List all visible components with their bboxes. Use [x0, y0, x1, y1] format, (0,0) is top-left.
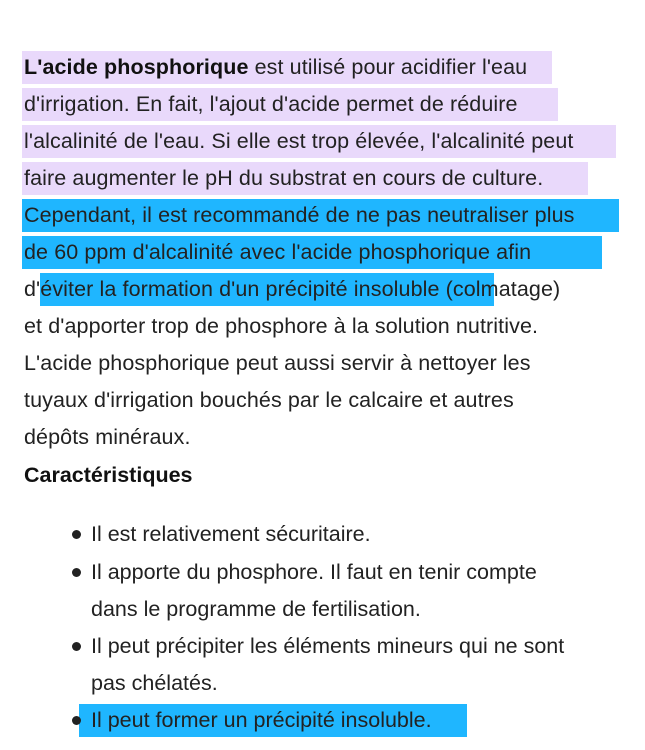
- paragraph-line-7: d'éviter la formation d'un précipité insoluble (colmatage): [24, 277, 561, 301]
- list-item-3-line-1: Il peut précipiter les éléments mineurs qui ne sont: [91, 634, 565, 658]
- paragraph-line-5: Cependant, il est recommandé de ne pas neutraliser plus: [24, 203, 575, 227]
- paragraph-line-6: de 60 ppm d'alcalinité avec l'acide phosphorique afin: [24, 240, 532, 264]
- paragraph-line-4: faire augmenter le pH du substrat en cours de culture.: [24, 166, 544, 190]
- paragraph-line-9: L'acide phosphorique peut aussi servir à nettoyer les: [24, 351, 531, 375]
- bullet-dot-1: [72, 530, 81, 539]
- paragraph-line-11: dépôts minéraux.: [24, 425, 191, 449]
- list-item-1-line-1: Il est relativement sécuritaire.: [91, 522, 371, 546]
- list-item-4-line-1: Il peut former un précipité insoluble.: [91, 708, 432, 732]
- bullet-dot-4: [72, 716, 81, 725]
- paragraph-line-1: [24, 52, 527, 82]
- bold-term: L'acide phosphorique: [24, 55, 249, 79]
- section-heading: Caractéristiques: [24, 463, 193, 487]
- paragraph-line-8: et d'apporter trop de phosphore à la solution nutritive.: [24, 314, 539, 338]
- list-item-3-line-2: pas chélatés.: [91, 671, 218, 695]
- bullet-dot-2: [72, 568, 81, 577]
- paragraph-line-3: l'alcalinité de l'eau. Si elle est trop élevée, l'alcalinité peut: [24, 129, 574, 153]
- list-item-2-line-2: dans le programme de fertilisation.: [91, 597, 421, 621]
- paragraph-line-10: tuyaux d'irrigation bouchés par le calcaire et autres: [24, 388, 514, 412]
- paragraph-line-1-rest: est utilisé pour acidifier l'eau: [248, 55, 528, 79]
- paragraph-line-2: d'irrigation. En fait, l'ajout d'acide permet de réduire: [24, 92, 518, 116]
- list-item-2-line-1: Il apporte du phosphore. Il faut en tenir compte: [91, 560, 537, 584]
- bullet-dot-3: [72, 642, 81, 651]
